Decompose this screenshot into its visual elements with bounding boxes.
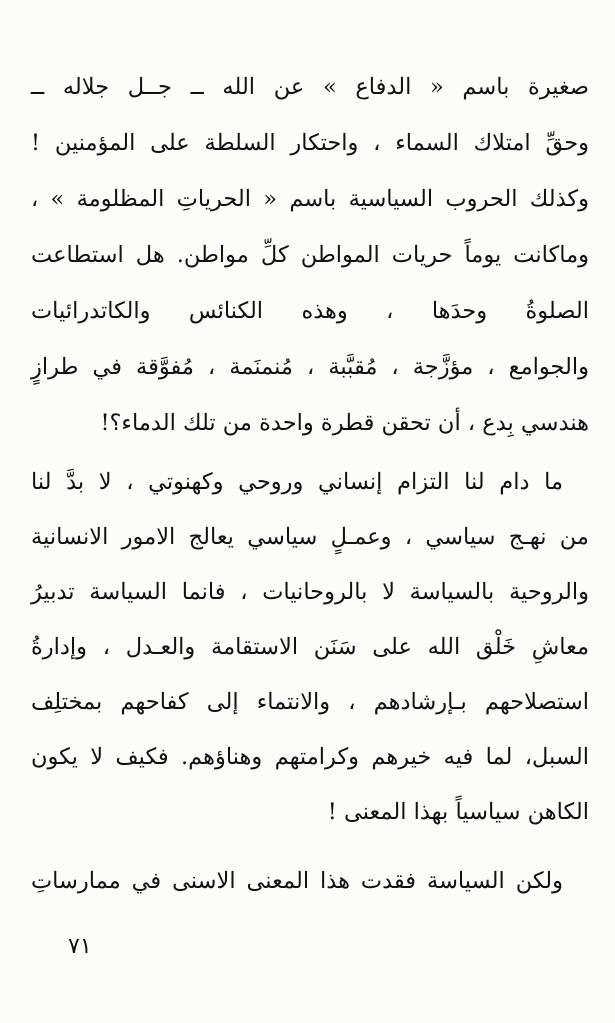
text-line: السبل، لما فيه خيرهم وكرامتهم وهناؤهم. فكيف لا يكون [31,744,589,770]
text-line: الصلوةُ وحدَها ، وهذه الكنائس والكاتدرائيات [31,298,589,324]
text-line: وماكانت يوماً حريات المواطن كلِّ مواطن. هل استطاعت [31,242,589,268]
text-line: ولكن السياسة فقدت هذا المعنى الاسنى في ممارساتِ [31,868,563,894]
text-line: من نهـج سياسي ، وعمـلٍ سياسي يعالج الامور الانسانية [31,524,589,550]
text-line: ما دام لنا التزام إنساني وروحي وكهنوتي ، لا بدَّ لنا [31,469,563,495]
text-line: وكذلك الحروب السياسية باسم « الحرياتِ المظلومة » ، [31,186,589,212]
text-line: والجوامع ، مؤزَّجة ، مُقبَّبة ، مُنمنَمة ، مُفوَّقة في طرازٍ [31,354,589,380]
text-line: معاشِ خَلْق الله على سَنَن الاستقامة والعـدل ، وإدارةُ [31,634,589,660]
text-line: والروحية بالسياسة لا بالروحانيات ، فانما السياسة تدبيرُ [31,579,589,605]
text-line: صغيرة باسم « الدفاع » عن الله ــ جــل جلاله ــ [31,74,589,100]
text-line: الكاهن سياسياً بهذا المعنى ! [327,799,589,825]
text-line: هندسي بِدع ، أن تحقن قطرة واحدة من تلك الدماء؟! [100,410,589,436]
text-line: استصلاحهم بـإرشادهم ، والانتماء إلى كفاحهم بمختلِف [31,689,589,715]
text-line: وحقِّ امتلاك السماء ، واحتكار السلطة على المؤمنين ! [31,130,589,156]
page-number: ٧١ [68,934,92,959]
